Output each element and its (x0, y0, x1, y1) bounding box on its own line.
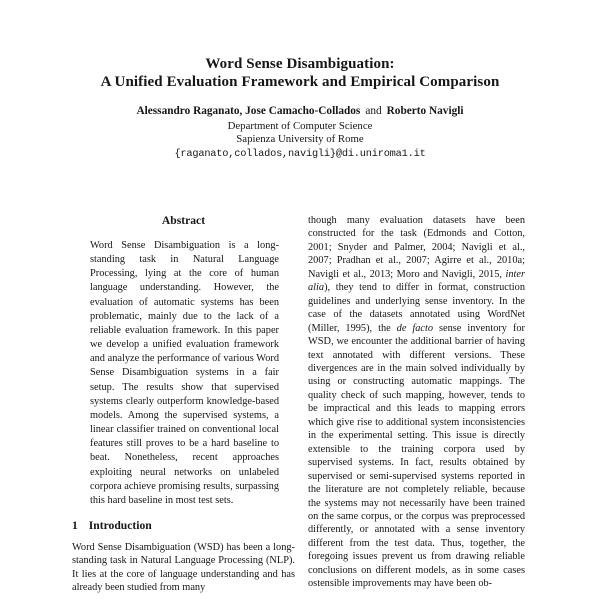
right-column-text (308, 214, 525, 591)
right-text-part2: ), they tend to differ in format, construction guidelines and underlying sense inventory. In the case of the datasets annotated using WordNet (Miller, 1995), the (308, 282, 525, 334)
author-navigli: Roberto Navigli (386, 105, 464, 118)
two-column-body (72, 212, 525, 600)
authors-and: and (365, 105, 382, 118)
abstract-text: Word Sense Disambiguation is a long-standing task in Natural Language Processing, lying at the core of human language understanding. However, the evaluation of automatic systems has been problematic, mainly due to the lack of a reliable evaluation framework. In this paper we develop a unified evaluation framework and analyze the performance of various Word Sense Disambiguation systems in a fair setup. The results show that supervised systems clearly outperform knowledge-based models. Among the supervised systems, a linear classifier trained on conventional local features still proves to be a hard baseline to beat. Nonetheless, recent approaches exploiting neural networks on unlabeled corpora achieve promising results, surpassing this hard baseline in most test sets. (90, 240, 279, 506)
abstract-heading: Abstract (161, 214, 206, 227)
introduction-text: Word Sense Disambiguation (WSD) has been a long-standing task in Natural Language Processing (NLP). It lies at the core of language understanding and has already been studied from many (72, 541, 295, 594)
right-column (308, 212, 525, 600)
paper-header (0, 56, 600, 160)
right-text-italic-inter-alia: inter alia (308, 268, 525, 294)
affiliation-department: Department of Computer Science (227, 120, 373, 133)
authors-group1: Alessandro Raganato, Jose Camacho-Collados (136, 105, 361, 118)
paper-title-line2: A Unified Evaluation Framework and Empirical Comparison (100, 73, 500, 90)
right-text-italic-de-facto: de facto (396, 322, 434, 334)
email-line: {raganato,collados,navigli}@di.uniroma1.it (174, 147, 426, 160)
paper-title-line1: Word Sense Disambiguation: (205, 56, 395, 72)
affiliation-university: Sapienza University of Rome (236, 133, 364, 146)
author-line (0, 105, 600, 117)
section-1-number: 1 (72, 518, 78, 532)
right-text-part1: though many evaluation datasets have been constructed for the task (Edmonds and Cotton, 2001; Snyder and Palmer, 2004; Navigli et al., 2007; Pradhan et al., 2007; Agirre et al., 2010a; Navigli et al., 2013; Moro and Navigli, 2015, (308, 215, 525, 280)
paper-title (0, 56, 600, 91)
section-1-heading (72, 519, 295, 532)
left-column (72, 212, 295, 600)
section-1-title: Introduction (88, 518, 152, 532)
right-text-part3: sense inventory for WSD, we encounter the additional barrier of having text annotated with different versions. These divergences are in the main solved individually by using or constructing automatic mappings. The quality check of such mapping, however, tends to be impractical and this leads to mapping errors which give rise to additional system inconsistencies in the experimental setting. This issue is directly extensible to the training corpora used by supervised systems. In fact, results obtained by supervised or semi-supervised systems reported in the literature are not completely reliable, because the systems may not necessarily have been trained on the same corpus, or the corpus was preprocessed differently, or annotated with a sense inventory different from the test data. Thus, together, the foregoing issues prevent us from drawing reliable conclusions on different models, as in some cases ostensible improvements may have been ob- (308, 322, 525, 590)
